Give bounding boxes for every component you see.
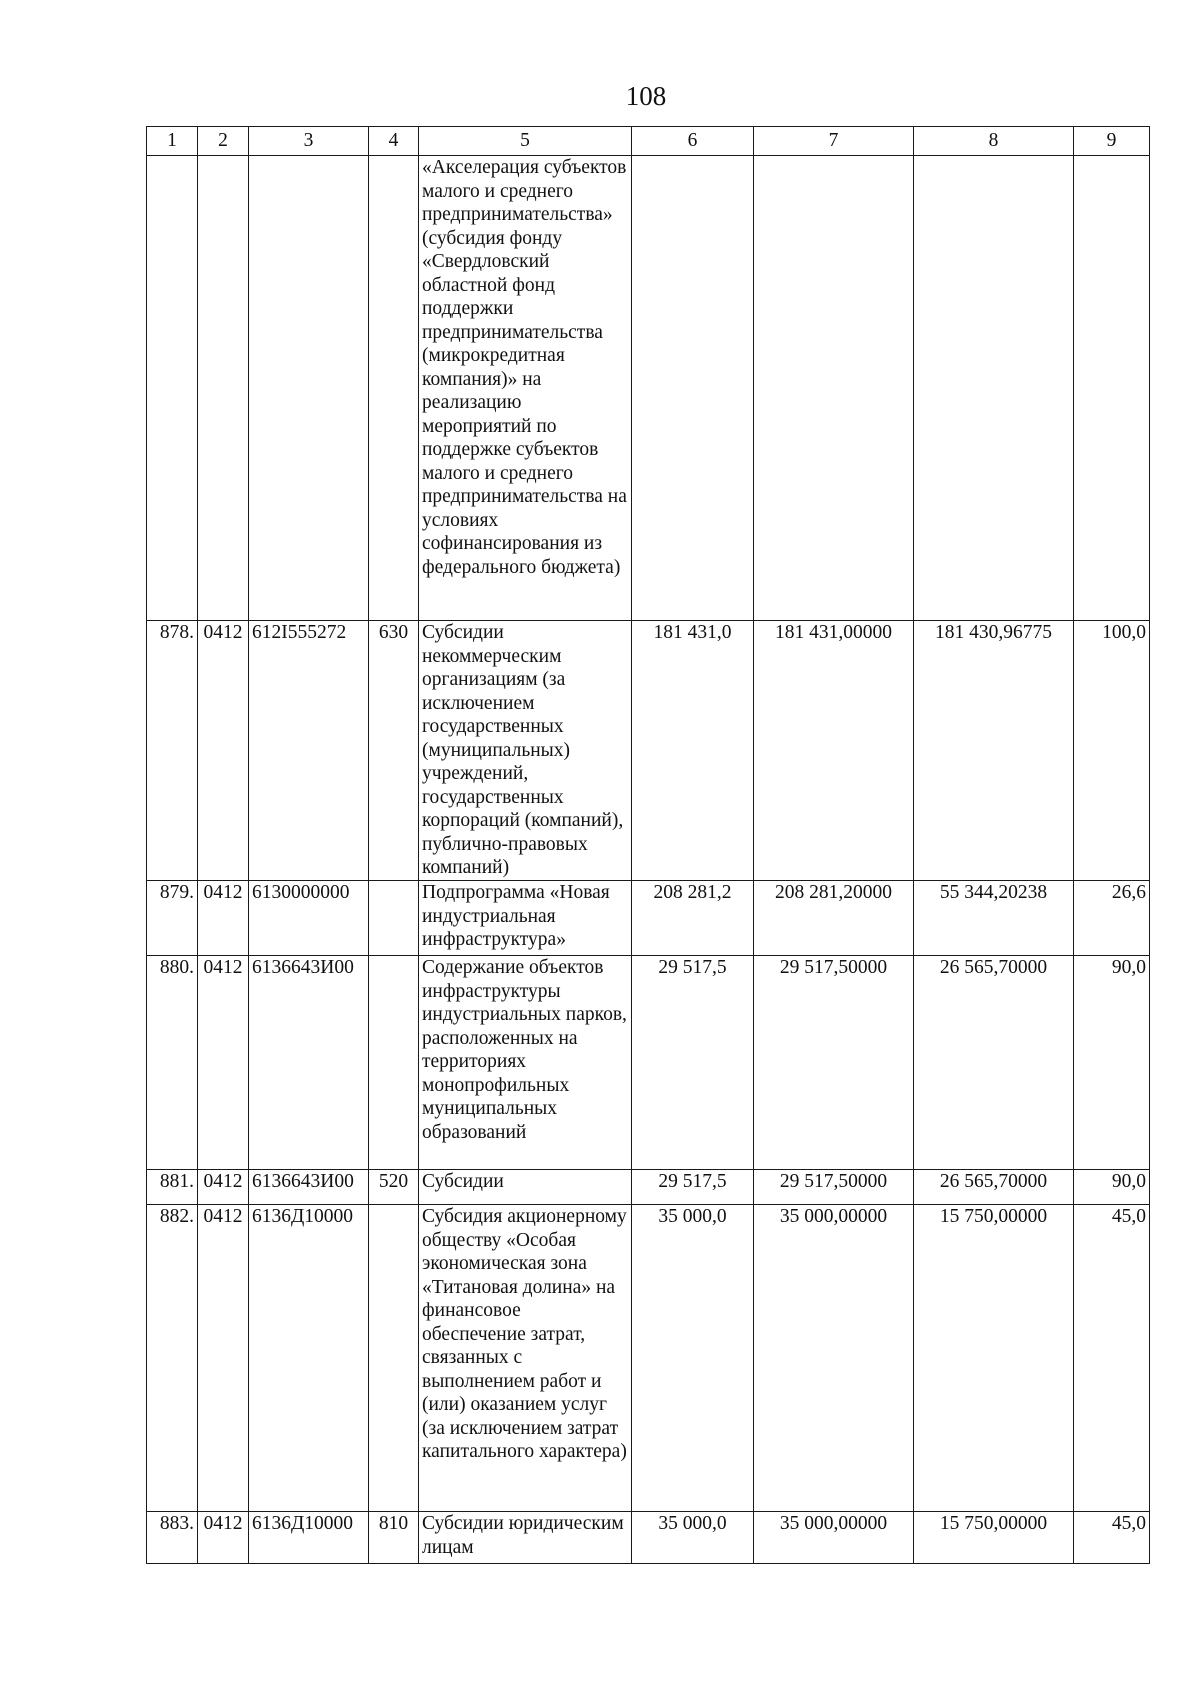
execution-percent-cell: 26,6: [1074, 881, 1150, 956]
execution-percent-cell: 90,0: [1074, 1170, 1150, 1205]
header-row: [147, 127, 1150, 156]
row-number-cell: 881.: [147, 1170, 198, 1205]
column-header: 7: [754, 127, 914, 156]
expense-type-code-cell: [369, 881, 419, 956]
executed-amount-cell: 26 565,70000: [914, 1170, 1074, 1205]
target-article-code-cell: 6130000000: [249, 881, 369, 956]
item-name-cell: Субсидии: [419, 1170, 632, 1205]
executed-amount-cell: 55 344,20238: [914, 881, 1074, 956]
target-article-code-cell: 6136643И00: [249, 956, 369, 1170]
execution-percent-cell: 45,0: [1074, 1205, 1150, 1512]
target-article-code-cell: 6136Д10000: [249, 1205, 369, 1512]
target-article-code-cell: 6136643И00: [249, 1170, 369, 1205]
approved-amount-cell: 181 431,0: [632, 621, 754, 881]
approved-amount-cell: 29 517,5: [632, 956, 754, 1170]
planned-amount-cell: 29 517,50000: [754, 1170, 914, 1205]
row-number-cell: 883.: [147, 1512, 198, 1564]
item-name-cell: Субсидии юридическим лицам: [419, 1512, 632, 1564]
row-number-cell: 878.: [147, 621, 198, 881]
table-row: [147, 956, 1150, 1170]
planned-amount-cell: 29 517,50000: [754, 956, 914, 1170]
expense-type-code-cell: [369, 156, 419, 621]
item-name-cell: Субсидия акционерному обществу «Особая экономическая зона «Титановая долина» на финансовое обеспечение затрат, связанных с выполнением работ и (или) оказанием услуг (за исключением затрат капитального характера): [419, 1205, 632, 1512]
executed-amount-cell: 15 750,00000: [914, 1205, 1074, 1512]
row-number-cell: 882.: [147, 1205, 198, 1512]
execution-percent-cell: [1074, 156, 1150, 621]
column-header: 5: [419, 127, 632, 156]
table-row: [147, 156, 1150, 621]
column-header: 2: [198, 127, 249, 156]
executed-amount-cell: 15 750,00000: [914, 1512, 1074, 1564]
executed-amount-cell: 181 430,96775: [914, 621, 1074, 881]
column-header: 4: [369, 127, 419, 156]
section-code-cell: 0412: [198, 621, 249, 881]
section-code-cell: 0412: [198, 1512, 249, 1564]
budget-table: [146, 126, 1150, 1564]
column-header: 1: [147, 127, 198, 156]
row-number-cell: 880.: [147, 956, 198, 1170]
table-row: [147, 1512, 1150, 1564]
planned-amount-cell: [754, 156, 914, 621]
expense-type-code-cell: 810: [369, 1512, 419, 1564]
planned-amount-cell: 35 000,00000: [754, 1512, 914, 1564]
target-article-code-cell: 612I555272: [249, 621, 369, 881]
section-code-cell: 0412: [198, 1205, 249, 1512]
planned-amount-cell: 35 000,00000: [754, 1205, 914, 1512]
section-code-cell: 0412: [198, 881, 249, 956]
target-article-code-cell: 6136Д10000: [249, 1512, 369, 1564]
executed-amount-cell: [914, 156, 1074, 621]
column-header: 8: [914, 127, 1074, 156]
item-name-cell: Субсидии некоммерческим организациям (за исключением государственных (муниципальных) учреждений, государственных корпораций (компаний), публично-правовых компаний): [419, 621, 632, 881]
approved-amount-cell: 35 000,0: [632, 1512, 754, 1564]
expense-type-code-cell: 520: [369, 1170, 419, 1205]
expense-type-code-cell: 630: [369, 621, 419, 881]
table-row: [147, 881, 1150, 956]
section-code-cell: [198, 156, 249, 621]
executed-amount-cell: 26 565,70000: [914, 956, 1074, 1170]
execution-percent-cell: 45,0: [1074, 1512, 1150, 1564]
execution-percent-cell: 100,0: [1074, 621, 1150, 881]
column-header: 9: [1074, 127, 1150, 156]
section-code-cell: 0412: [198, 1170, 249, 1205]
table-row: [147, 621, 1150, 881]
row-number-cell: [147, 156, 198, 621]
expense-type-code-cell: [369, 956, 419, 1170]
column-header: 3: [249, 127, 369, 156]
planned-amount-cell: 181 431,00000: [754, 621, 914, 881]
table-row: [147, 1170, 1150, 1205]
page-number: 108: [625, 81, 667, 111]
approved-amount-cell: 208 281,2: [632, 881, 754, 956]
table-row: [147, 1205, 1150, 1512]
planned-amount-cell: 208 281,20000: [754, 881, 914, 956]
item-name-cell: Содержание объектов инфраструктуры индустриальных парков, расположенных на территориях монопрофильных муниципальных образований: [419, 956, 632, 1170]
row-number-cell: 879.: [147, 881, 198, 956]
approved-amount-cell: [632, 156, 754, 621]
approved-amount-cell: 29 517,5: [632, 1170, 754, 1205]
approved-amount-cell: 35 000,0: [632, 1205, 754, 1512]
item-name-cell: Подпрограмма «Новая индустриальная инфраструктура»: [419, 881, 632, 956]
expense-type-code-cell: [369, 1205, 419, 1512]
execution-percent-cell: 90,0: [1074, 956, 1150, 1170]
column-header: 6: [632, 127, 754, 156]
target-article-code-cell: [249, 156, 369, 621]
item-name-cell: «Акселерация субъектов малого и среднего предпринимательства» (субсидия фонду «Свердловский областной фонд поддержки предпринимательства (микрокредитная компания)» на реализацию мероприятий по поддержке субъектов малого и среднего предпринимательства на условиях софинансирования из федерального бюджета): [419, 156, 632, 621]
section-code-cell: 0412: [198, 956, 249, 1170]
